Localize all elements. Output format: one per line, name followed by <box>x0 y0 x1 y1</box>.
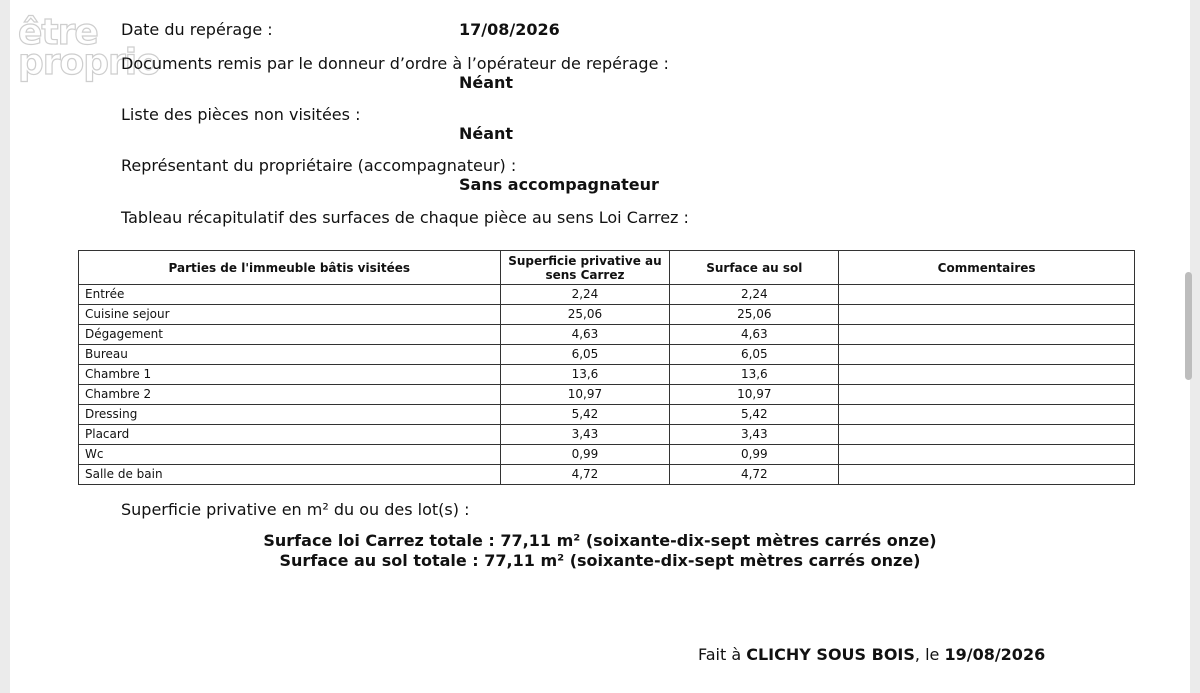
cell-carrez: 5,42 <box>500 405 670 425</box>
documents-value: Néant <box>459 73 514 92</box>
cell-floor: 4,72 <box>670 465 839 485</box>
cell-carrez: 4,72 <box>500 465 670 485</box>
table-header-row <box>79 251 1135 285</box>
table-intro: Tableau récapitulatif des surfaces de chaque pièce au sens Loi Carrez : <box>121 208 689 227</box>
cell-comments <box>839 325 1135 345</box>
cell-comments <box>839 285 1135 305</box>
cell-floor: 0,99 <box>670 445 839 465</box>
cell-carrez: 10,97 <box>500 385 670 405</box>
table-row <box>79 305 1135 325</box>
cell-part: Salle de bain <box>79 465 501 485</box>
header-part: Parties de l'immeuble bâtis visitées <box>79 251 501 285</box>
cell-floor: 2,24 <box>670 285 839 305</box>
watermark-line-1: être <box>18 12 98 53</box>
cell-carrez: 2,24 <box>500 285 670 305</box>
documents-label: Documents remis par le donneur d’ordre à l’opérateur de repérage : <box>121 54 669 73</box>
cell-comments <box>839 345 1135 365</box>
footer-date: 19/08/2026 <box>944 645 1046 664</box>
cell-floor: 25,06 <box>670 305 839 325</box>
cell-carrez: 25,06 <box>500 305 670 325</box>
cell-carrez: 3,43 <box>500 425 670 445</box>
table-row <box>79 405 1135 425</box>
vertical-scrollbar[interactable] <box>1185 272 1192 380</box>
header-floor: Surface au sol <box>670 251 839 285</box>
cell-carrez: 4,63 <box>500 325 670 345</box>
cell-carrez: 6,05 <box>500 345 670 365</box>
cell-part: Dressing <box>79 405 501 425</box>
cell-floor: 5,42 <box>670 405 839 425</box>
cell-part: Bureau <box>79 345 501 365</box>
cell-part: Entrée <box>79 285 501 305</box>
signature-line <box>698 645 1045 664</box>
cell-floor: 6,05 <box>670 345 839 365</box>
watermark-line-2: proprio <box>18 42 160 83</box>
surfaces-table <box>78 250 1135 485</box>
cell-comments <box>839 425 1135 445</box>
table-row <box>79 365 1135 385</box>
summary-label: Superficie privative en m² du ou des lot(s) : <box>121 500 470 519</box>
cell-part: Cuisine sejour <box>79 305 501 325</box>
representative-value: Sans accompagnateur <box>459 175 659 194</box>
cell-comments <box>839 385 1135 405</box>
table-body <box>79 285 1135 485</box>
rooms-not-visited-value: Néant <box>459 124 514 143</box>
table-row <box>79 445 1135 465</box>
cell-part: Chambre 2 <box>79 385 501 405</box>
cell-floor: 4,63 <box>670 325 839 345</box>
cell-floor: 10,97 <box>670 385 839 405</box>
footer-prefix: Fait à <box>698 645 747 664</box>
floor-total: Surface au sol totale : 77,11 m² (soixante-dix-sept mètres carrés onze) <box>279 551 921 570</box>
carrez-total: Surface loi Carrez totale : 77,11 m² (soixante-dix-sept mètres carrés onze) <box>263 531 937 550</box>
cell-comments <box>839 465 1135 485</box>
representative-label: Représentant du propriétaire (accompagnateur) : <box>121 156 517 175</box>
cell-part: Chambre 1 <box>79 365 501 385</box>
cell-comments <box>839 445 1135 465</box>
table-row <box>79 465 1135 485</box>
header-comments: Commentaires <box>839 251 1135 285</box>
cell-carrez: 0,99 <box>500 445 670 465</box>
header-carrez: Superficie privative au sens Carrez <box>500 251 670 285</box>
table-row <box>79 425 1135 445</box>
footer-city: CLICHY SOUS BOIS <box>746 645 915 664</box>
cell-part: Placard <box>79 425 501 445</box>
cell-comments <box>839 405 1135 425</box>
cell-part: Wc <box>79 445 501 465</box>
cell-comments <box>839 365 1135 385</box>
cell-floor: 3,43 <box>670 425 839 445</box>
table-row <box>79 385 1135 405</box>
table-row <box>79 285 1135 305</box>
cell-carrez: 13,6 <box>500 365 670 385</box>
date-value: 17/08/2026 <box>459 20 560 39</box>
table-row <box>79 345 1135 365</box>
rooms-not-visited-label: Liste des pièces non visitées : <box>121 105 361 124</box>
cell-part: Dégagement <box>79 325 501 345</box>
date-label: Date du repérage : <box>121 20 273 39</box>
footer-middle: , le <box>914 645 945 664</box>
table-row <box>79 325 1135 345</box>
cell-comments <box>839 305 1135 325</box>
cell-floor: 13,6 <box>670 365 839 385</box>
